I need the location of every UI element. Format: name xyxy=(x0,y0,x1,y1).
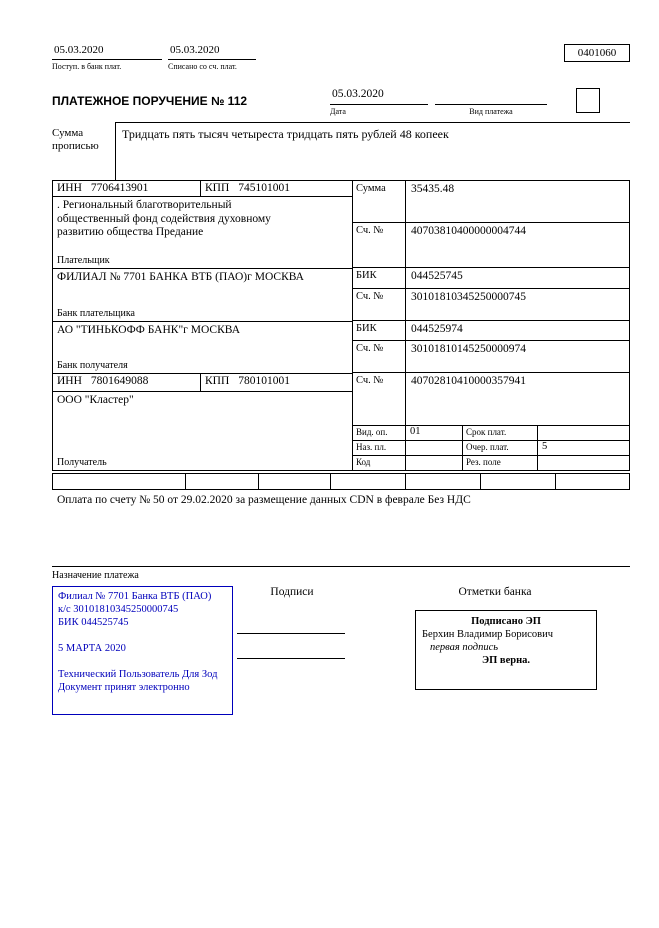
payee-name: ООО "Кластер" xyxy=(57,394,134,406)
payer-bank-bik-value: 044525745 xyxy=(411,270,463,282)
payer-name: . Региональный благотворительный общественный фонд содействия духовному развитию общества Предание xyxy=(57,199,271,238)
payee-cell xyxy=(53,392,352,470)
payer-account-label: Сч. № xyxy=(353,223,406,267)
signature-line xyxy=(237,633,345,634)
debited-date-field xyxy=(168,44,256,71)
payee-section-label: Получатель xyxy=(57,457,107,468)
amount-in-words-value: Тридцать пять тысяч четыреста тридцать пять рублей 48 копеек xyxy=(115,122,630,180)
signed-by-ep-title: Подписано ЭП xyxy=(471,616,541,627)
payee-inn-value: 7801649088 xyxy=(90,375,149,387)
stamp-line: 5 МАРТА 2020 xyxy=(58,643,126,654)
payer-bank-name: ФИЛИАЛ № 7701 БАНКА ВТБ (ПАО)г МОСКВА xyxy=(57,271,304,283)
document-date: 05.03.2020 xyxy=(330,88,428,105)
requisites-table xyxy=(52,180,630,471)
payer-bank-cell xyxy=(53,269,352,322)
stamp-line: Филиал № 7701 Банка ВТБ (ПАО) xyxy=(58,591,212,602)
op-kind-row xyxy=(353,426,629,441)
ep-verified-text: ЭП верна. xyxy=(481,655,530,666)
payee-bank-bik-label: БИК xyxy=(353,321,406,340)
received-date-field xyxy=(52,44,162,71)
stamp-line: Документ принят электронно xyxy=(58,682,190,693)
payee-bank-account-value: 30101810145250000974 xyxy=(411,343,526,355)
bank-stamp xyxy=(52,586,233,715)
payee-bank-bik-value: 044525974 xyxy=(411,323,463,335)
sum-row xyxy=(353,181,629,223)
payee-inn-label: ИНН xyxy=(57,375,82,387)
payer-bank-bik-label: БИК xyxy=(353,268,406,288)
payer-inn-label: ИНН xyxy=(57,182,82,194)
payer-section-label: Плательщик xyxy=(57,255,110,266)
payee-bank-name: АО "ТИНЬКОФФ БАНК"г МОСКВА xyxy=(57,324,241,336)
sum-label: Сумма xyxy=(353,181,406,222)
document-date-field xyxy=(330,88,428,116)
payer-inn-cell xyxy=(53,181,201,196)
extra-field-cell xyxy=(406,474,481,489)
stamp-line: к/с 30101810345250000745 xyxy=(58,604,179,615)
due-date-value xyxy=(538,426,629,440)
reserve-field-label: Рез. поле xyxy=(463,456,538,470)
code-row xyxy=(353,456,629,470)
debited-date-label: Списано со сч. плат. xyxy=(168,62,237,71)
payee-bank-cell xyxy=(53,322,352,374)
payer-inn-kpp-row xyxy=(53,181,352,197)
signature-kind: первая подпись xyxy=(430,642,499,653)
requisites-left-column xyxy=(53,181,353,470)
document-date-label: Дата xyxy=(330,107,346,116)
reserve-field-value xyxy=(538,456,629,470)
purpose-code-value xyxy=(406,441,463,455)
op-kind-value: 01 xyxy=(406,426,463,440)
payer-kpp-cell xyxy=(201,181,352,196)
signer-name: Берхин Владимир Борисович xyxy=(422,629,553,640)
bank-marks-box xyxy=(415,610,597,690)
payee-kpp-label: КПП xyxy=(205,375,230,387)
payee-bank-section-label: Банк получателя xyxy=(57,360,128,371)
amount-in-words-label: Сумма прописью xyxy=(52,127,99,152)
extra-field-cell xyxy=(53,474,186,489)
payee-bank-account-label: Сч. № xyxy=(353,341,406,372)
extra-field-cell xyxy=(259,474,331,489)
signature-line xyxy=(237,658,345,659)
requisites-right-column xyxy=(353,181,629,470)
received-date-label: Поступ. в банк плат. xyxy=(52,62,122,71)
extra-field-cell xyxy=(331,474,406,489)
extra-fields-row xyxy=(52,473,630,490)
extra-field-cell xyxy=(186,474,259,489)
payer-inn-value: 7706413901 xyxy=(90,182,149,194)
extra-field-cell xyxy=(556,474,629,489)
payer-account-value: 40703810400000004744 xyxy=(411,225,526,237)
code-label: Код xyxy=(353,456,406,470)
payee-bank-bik-row xyxy=(353,321,629,341)
payee-account-label: Сч. № xyxy=(353,373,406,425)
extra-field-cell xyxy=(481,474,556,489)
signatures-title: Подписи xyxy=(270,586,314,598)
code-value xyxy=(406,456,463,470)
payer-cell xyxy=(53,197,352,269)
payment-kind-field xyxy=(435,88,547,116)
payee-bank-account-row xyxy=(353,341,629,373)
top-dates-row xyxy=(52,44,630,71)
amount-in-words-row xyxy=(52,122,630,180)
payee-kpp-value: 780101001 xyxy=(238,375,291,387)
payee-kpp-cell xyxy=(201,374,352,391)
stamp-line: БИК 044525745 xyxy=(58,617,129,628)
payer-bank-bik-row xyxy=(353,268,629,289)
sum-value: 35435.48 xyxy=(411,183,455,195)
form-code: 0401060 xyxy=(564,44,630,62)
payer-kpp-value: 745101001 xyxy=(238,182,291,194)
payer-bank-account-row xyxy=(353,289,629,321)
payer-bank-section-label: Банк плательщика xyxy=(57,308,135,319)
stamp-line: Технический Пользователь Для Зод xyxy=(58,669,218,680)
purpose-section-label: Назначение платежа xyxy=(52,566,630,581)
payment-kind-underline xyxy=(435,88,547,105)
bank-marks-title: Отметки банка xyxy=(458,586,532,598)
priority-value: 5 xyxy=(542,441,548,452)
payer-account-row xyxy=(353,223,629,268)
payee-account-row xyxy=(353,373,629,426)
payer-bank-account-label: Сч. № xyxy=(353,289,406,320)
op-kind-label: Вид. оп. xyxy=(353,426,406,440)
purpose-code-label: Наз. пл. xyxy=(353,441,406,455)
title-row xyxy=(52,88,630,116)
due-date-label: Срок плат. xyxy=(463,426,538,440)
payment-kind-label: Вид платежа xyxy=(469,107,513,116)
document-title: ПЛАТЕЖНОЕ ПОРУЧЕНИЕ № 112 xyxy=(52,94,248,108)
payee-inn-kpp-row xyxy=(53,374,352,392)
payer-bank-account-value: 30101810345250000745 xyxy=(411,291,526,303)
priority-label: Очер. плат. xyxy=(463,441,538,455)
payer-kpp-label: КПП xyxy=(205,182,230,194)
payee-inn-cell xyxy=(53,374,201,391)
purpose-code-row xyxy=(353,441,629,456)
received-date: 05.03.2020 xyxy=(52,44,162,60)
debited-date: 05.03.2020 xyxy=(168,44,256,60)
purpose-text: Оплата по счету № 50 от 29.02.2020 за размещение данных CDN в феврале Без НДС xyxy=(57,494,471,506)
status-box xyxy=(576,88,600,113)
payee-account-value: 40702810410000357941 xyxy=(411,375,526,387)
